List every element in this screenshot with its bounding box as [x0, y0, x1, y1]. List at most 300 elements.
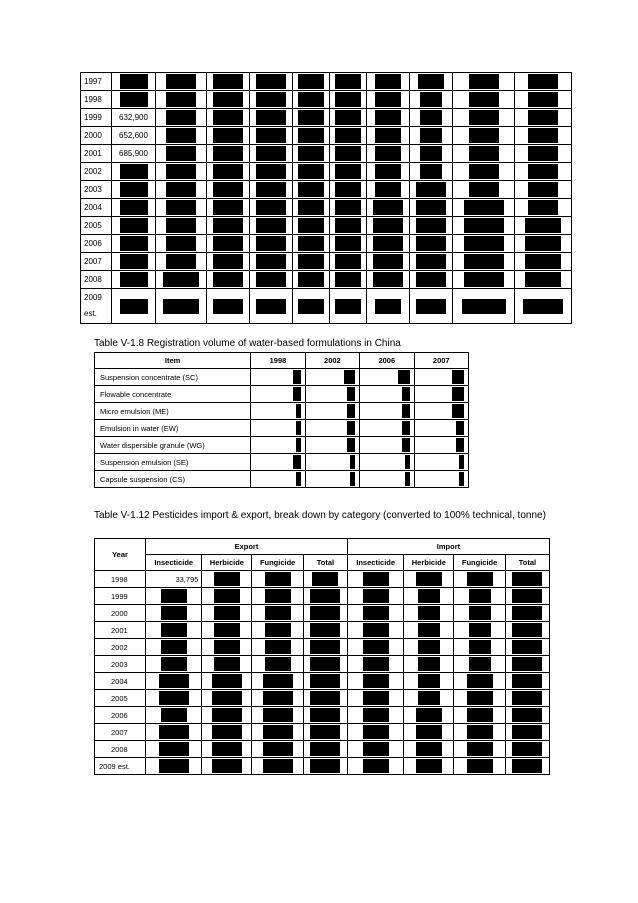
- data-cell: [410, 289, 453, 324]
- redaction-block: [166, 110, 196, 125]
- redaction-block: [335, 200, 361, 215]
- redaction-block: [265, 606, 291, 620]
- category-header: Total: [505, 555, 549, 571]
- redaction-block: [159, 691, 189, 705]
- redaction-block: [265, 589, 291, 603]
- data-cell: [453, 109, 515, 127]
- volume-cell: [251, 420, 305, 437]
- redaction-block: [213, 272, 243, 287]
- redaction-block: [161, 708, 187, 722]
- trade-cell: [202, 741, 252, 758]
- redaction-block: [293, 370, 301, 384]
- table-2-row: [95, 454, 469, 471]
- redaction-block: [163, 272, 199, 287]
- data-cell: [249, 163, 292, 181]
- year-cell: 2005: [81, 217, 112, 235]
- redaction-block: [363, 759, 389, 773]
- data-cell: [207, 253, 250, 271]
- redaction-block: [163, 299, 199, 314]
- redaction-block: [347, 404, 355, 418]
- table-2-header: Item: [95, 353, 251, 369]
- trade-cell: [505, 605, 549, 622]
- redaction-block: [459, 472, 464, 486]
- trade-cell: [303, 758, 347, 775]
- data-cell: [156, 289, 207, 324]
- data-cell: [410, 127, 453, 145]
- redaction-block: [256, 92, 286, 107]
- trade-cell: [252, 639, 304, 656]
- data-cell: [330, 181, 367, 199]
- trade-cell: [404, 707, 454, 724]
- data-cell: [410, 109, 453, 127]
- year-cell: 2000: [95, 605, 146, 622]
- value-cell: [112, 235, 156, 253]
- data-cell: [515, 181, 572, 199]
- redaction-block: [312, 572, 338, 586]
- redaction-block: [375, 92, 401, 107]
- trade-cell: [303, 690, 347, 707]
- year-cell: 2005: [95, 690, 146, 707]
- data-cell: [410, 235, 453, 253]
- trade-cell: [146, 741, 202, 758]
- redaction-block: [418, 691, 440, 705]
- data-cell: [453, 253, 515, 271]
- trade-cell: [505, 724, 549, 741]
- data-cell: [367, 217, 410, 235]
- value-cell: [112, 253, 156, 271]
- volume-cell: [305, 386, 359, 403]
- data-cell: [330, 253, 367, 271]
- redaction-block: [469, 182, 499, 197]
- redaction-block: [418, 589, 440, 603]
- data-cell: [330, 271, 367, 289]
- table-1-row: [81, 289, 572, 324]
- volume-cell: [414, 403, 468, 420]
- table-1-row: [81, 253, 572, 271]
- table-1-row: [81, 235, 572, 253]
- redaction-block: [363, 572, 389, 586]
- data-cell: [292, 271, 329, 289]
- year-cell: 2006: [81, 235, 112, 253]
- volume-cell: [414, 471, 468, 488]
- value-cell: [112, 163, 156, 181]
- redaction-block: [405, 472, 410, 486]
- table-3-row: [95, 741, 550, 758]
- redaction-block: [347, 438, 355, 452]
- table-3-row: [95, 605, 550, 622]
- redaction-block: [469, 92, 499, 107]
- data-cell: [292, 199, 329, 217]
- redaction-block: [528, 200, 558, 215]
- trade-cell: [252, 724, 304, 741]
- table-3-row: [95, 758, 550, 775]
- value-cell: 632,900: [112, 109, 156, 127]
- year-header: Year: [95, 539, 146, 571]
- trade-cell: [454, 741, 506, 758]
- redaction-block: [159, 674, 189, 688]
- trade-cell: [202, 571, 252, 588]
- data-cell: [330, 235, 367, 253]
- data-cell: [330, 145, 367, 163]
- redaction-block: [212, 708, 242, 722]
- category-header: Herbicide: [404, 555, 454, 571]
- redaction-block: [335, 74, 361, 89]
- formulation-item: Suspension concentrate (SC): [95, 369, 251, 386]
- table-2-header: 2002: [305, 353, 359, 369]
- trade-cell: [303, 588, 347, 605]
- data-cell: [330, 217, 367, 235]
- data-cell: [410, 253, 453, 271]
- redaction-block: [335, 92, 361, 107]
- volume-cell: [360, 369, 414, 386]
- redaction-block: [293, 387, 301, 401]
- redaction-block: [120, 164, 148, 179]
- data-cell: [515, 217, 572, 235]
- formulation-item: Suspension emulsion (SE): [95, 454, 251, 471]
- redaction-block: [420, 164, 442, 179]
- trade-cell: [303, 639, 347, 656]
- redaction-block: [213, 182, 243, 197]
- redaction-block: [416, 708, 442, 722]
- data-cell: [207, 181, 250, 199]
- redaction-block: [416, 200, 446, 215]
- data-cell: [330, 199, 367, 217]
- table-1-row: [81, 199, 572, 217]
- data-cell: [367, 91, 410, 109]
- table-2-header: 2006: [360, 353, 414, 369]
- trade-cell: [347, 588, 403, 605]
- data-cell: [453, 163, 515, 181]
- redaction-block: [335, 182, 361, 197]
- redaction-block: [528, 74, 558, 89]
- data-cell: [515, 91, 572, 109]
- category-header: Total: [303, 555, 347, 571]
- trade-cell: [252, 673, 304, 690]
- redaction-block: [298, 272, 324, 287]
- redaction-block: [528, 164, 558, 179]
- redaction-block: [416, 236, 446, 251]
- trade-cell: [202, 673, 252, 690]
- redaction-block: [166, 74, 196, 89]
- data-cell: [156, 109, 207, 127]
- redaction-block: [120, 218, 148, 233]
- year-cell: 2002: [95, 639, 146, 656]
- redaction-block: [418, 623, 440, 637]
- redaction-block: [310, 657, 340, 671]
- category-header: Herbicide: [202, 555, 252, 571]
- redaction-block: [166, 200, 196, 215]
- redaction-block: [420, 92, 442, 107]
- redaction-block: [298, 128, 324, 143]
- trade-cell: [347, 673, 403, 690]
- table-3-caption: Table V-1.12 Pesticides import & export, break down by category (converted to 100% technical, tonne): [94, 510, 546, 521]
- data-cell: [156, 73, 207, 91]
- redaction-block: [347, 421, 355, 435]
- redaction-block: [456, 421, 464, 435]
- data-cell: [453, 235, 515, 253]
- redaction-block: [469, 128, 499, 143]
- redaction-block: [525, 236, 561, 251]
- redaction-block: [265, 657, 291, 671]
- redaction-block: [298, 254, 324, 269]
- trade-cell: [347, 707, 403, 724]
- redaction-block: [420, 146, 442, 161]
- data-cell: [515, 163, 572, 181]
- volume-cell: [414, 386, 468, 403]
- year-cell: 2002: [81, 163, 112, 181]
- redaction-block: [373, 272, 403, 287]
- trade-cell: [505, 758, 549, 775]
- volume-cell: [360, 454, 414, 471]
- data-cell: [367, 163, 410, 181]
- trade-cell: [202, 588, 252, 605]
- redaction-block: [416, 272, 446, 287]
- trade-cell: [404, 758, 454, 775]
- data-cell: [207, 73, 250, 91]
- data-cell: [367, 145, 410, 163]
- year-cell: 1999: [95, 588, 146, 605]
- data-cell: [249, 235, 292, 253]
- redaction-block: [420, 128, 442, 143]
- redaction-block: [469, 74, 499, 89]
- trade-cell: [404, 571, 454, 588]
- table-2-row: [95, 471, 469, 488]
- redaction-block: [265, 623, 291, 637]
- table-3-row: [95, 571, 550, 588]
- data-cell: [515, 73, 572, 91]
- redaction-block: [467, 759, 493, 773]
- trade-cell: [404, 656, 454, 673]
- redaction-block: [528, 146, 558, 161]
- data-cell: [367, 271, 410, 289]
- redaction-block: [420, 110, 442, 125]
- data-cell: [367, 127, 410, 145]
- redaction-block: [398, 370, 410, 384]
- redaction-block: [161, 640, 187, 654]
- redaction-block: [335, 299, 361, 314]
- trade-cell: [146, 588, 202, 605]
- trade-cell: [303, 673, 347, 690]
- data-cell: [410, 181, 453, 199]
- data-cell: [207, 127, 250, 145]
- trade-cell: [252, 656, 304, 673]
- data-cell: [156, 253, 207, 271]
- redaction-block: [512, 708, 542, 722]
- data-cell: [410, 91, 453, 109]
- trade-cell: [146, 673, 202, 690]
- redaction-block: [416, 218, 446, 233]
- formulation-item: Emulsion in water (EW): [95, 420, 251, 437]
- volume-cell: [251, 369, 305, 386]
- redaction-block: [213, 236, 243, 251]
- redaction-block: [166, 254, 196, 269]
- year-cell: 2004: [81, 199, 112, 217]
- trade-cell: [404, 588, 454, 605]
- data-cell: [453, 73, 515, 91]
- trade-cell: [347, 724, 403, 741]
- redaction-block: [166, 146, 196, 161]
- value-cell: [112, 73, 156, 91]
- redaction-block: [213, 164, 243, 179]
- redaction-block: [214, 606, 240, 620]
- trade-cell: [146, 605, 202, 622]
- volume-cell: [360, 471, 414, 488]
- table-1-row: [81, 145, 572, 163]
- trade-cell: [404, 639, 454, 656]
- redaction-block: [416, 299, 446, 314]
- data-cell: [292, 253, 329, 271]
- volume-cell: [414, 437, 468, 454]
- redaction-block: [525, 254, 561, 269]
- data-cell: [249, 127, 292, 145]
- redaction-block: [512, 623, 542, 637]
- redaction-block: [335, 218, 361, 233]
- volume-cell: [360, 437, 414, 454]
- redaction-block: [375, 128, 401, 143]
- redaction-block: [469, 589, 491, 603]
- trade-cell: [404, 605, 454, 622]
- redaction-block: [310, 742, 340, 756]
- redaction-block: [416, 725, 442, 739]
- data-cell: [249, 253, 292, 271]
- data-cell: [515, 127, 572, 145]
- redaction-block: [402, 404, 410, 418]
- redaction-block: [298, 200, 324, 215]
- year-cell: 1997: [81, 73, 112, 91]
- redaction-block: [528, 92, 558, 107]
- redaction-block: [159, 725, 189, 739]
- redaction-block: [375, 110, 401, 125]
- redaction-block: [159, 759, 189, 773]
- trade-cell: [505, 690, 549, 707]
- data-cell: [207, 145, 250, 163]
- data-cell: [156, 199, 207, 217]
- redaction-block: [469, 657, 491, 671]
- data-cell: [156, 235, 207, 253]
- redaction-block: [405, 455, 410, 469]
- volume-cell: [305, 471, 359, 488]
- year-cell: 2001: [81, 145, 112, 163]
- redaction-block: [161, 606, 187, 620]
- redaction-block: [416, 182, 446, 197]
- redaction-block: [375, 146, 401, 161]
- data-cell: [410, 73, 453, 91]
- redaction-block: [166, 236, 196, 251]
- redaction-block: [464, 254, 504, 269]
- trade-cell: [505, 588, 549, 605]
- data-cell: [330, 73, 367, 91]
- data-cell: [330, 109, 367, 127]
- trade-cell: [303, 656, 347, 673]
- volume-cell: [414, 454, 468, 471]
- redaction-block: [256, 299, 286, 314]
- redaction-block: [402, 421, 410, 435]
- redaction-block: [256, 182, 286, 197]
- table-1-row: [81, 73, 572, 91]
- trade-cell: [505, 741, 549, 758]
- redaction-block: [335, 128, 361, 143]
- redaction-block: [459, 455, 464, 469]
- redaction-block: [159, 742, 189, 756]
- trade-cell: [202, 724, 252, 741]
- redaction-block: [296, 472, 301, 486]
- table-3-row: [95, 690, 550, 707]
- trade-cell: [347, 656, 403, 673]
- year-cell: 2004: [95, 673, 146, 690]
- redaction-block: [523, 299, 563, 314]
- trade-cell: [454, 639, 506, 656]
- data-cell: [367, 199, 410, 217]
- value-cell: [112, 181, 156, 199]
- trade-cell: [252, 741, 304, 758]
- trade-cell: [454, 707, 506, 724]
- trade-cell: [252, 571, 304, 588]
- data-cell: [249, 199, 292, 217]
- volume-cell: [251, 471, 305, 488]
- redaction-block: [464, 236, 504, 251]
- data-cell: [330, 163, 367, 181]
- data-cell: [453, 127, 515, 145]
- redaction-block: [263, 708, 293, 722]
- trade-cell: 33,795: [146, 571, 202, 588]
- redaction-block: [335, 164, 361, 179]
- data-cell: [515, 289, 572, 324]
- redaction-block: [212, 759, 242, 773]
- redaction-block: [467, 674, 493, 688]
- redaction-block: [464, 200, 504, 215]
- redaction-block: [452, 387, 464, 401]
- trade-cell: [505, 673, 549, 690]
- value-cell: [112, 91, 156, 109]
- data-cell: [207, 271, 250, 289]
- redaction-block: [120, 182, 148, 197]
- year-cell: 2008: [81, 271, 112, 289]
- trade-cell: [146, 707, 202, 724]
- redaction-block: [120, 254, 148, 269]
- trade-cell: [202, 605, 252, 622]
- redaction-block: [464, 218, 504, 233]
- redaction-block: [416, 759, 442, 773]
- redaction-block: [263, 691, 293, 705]
- trade-cell: [146, 758, 202, 775]
- data-cell: [292, 181, 329, 199]
- data-cell: [249, 109, 292, 127]
- trade-cell: [303, 571, 347, 588]
- redaction-block: [512, 606, 542, 620]
- redaction-block: [214, 657, 240, 671]
- table-1-row: [81, 163, 572, 181]
- redaction-block: [298, 218, 324, 233]
- redaction-block: [467, 708, 493, 722]
- trade-cell: [146, 724, 202, 741]
- redaction-block: [335, 272, 361, 287]
- redaction-block: [525, 218, 561, 233]
- table-2-row: [95, 386, 469, 403]
- data-cell: [410, 145, 453, 163]
- data-cell: [292, 127, 329, 145]
- data-cell: [292, 91, 329, 109]
- data-cell: [249, 73, 292, 91]
- redaction-block: [452, 404, 464, 418]
- table-1-row: [81, 217, 572, 235]
- redaction-block: [120, 92, 148, 107]
- data-cell: [207, 109, 250, 127]
- redaction-block: [373, 200, 403, 215]
- redaction-block: [213, 128, 243, 143]
- redaction-block: [335, 146, 361, 161]
- redaction-block: [263, 725, 293, 739]
- redaction-block: [166, 182, 196, 197]
